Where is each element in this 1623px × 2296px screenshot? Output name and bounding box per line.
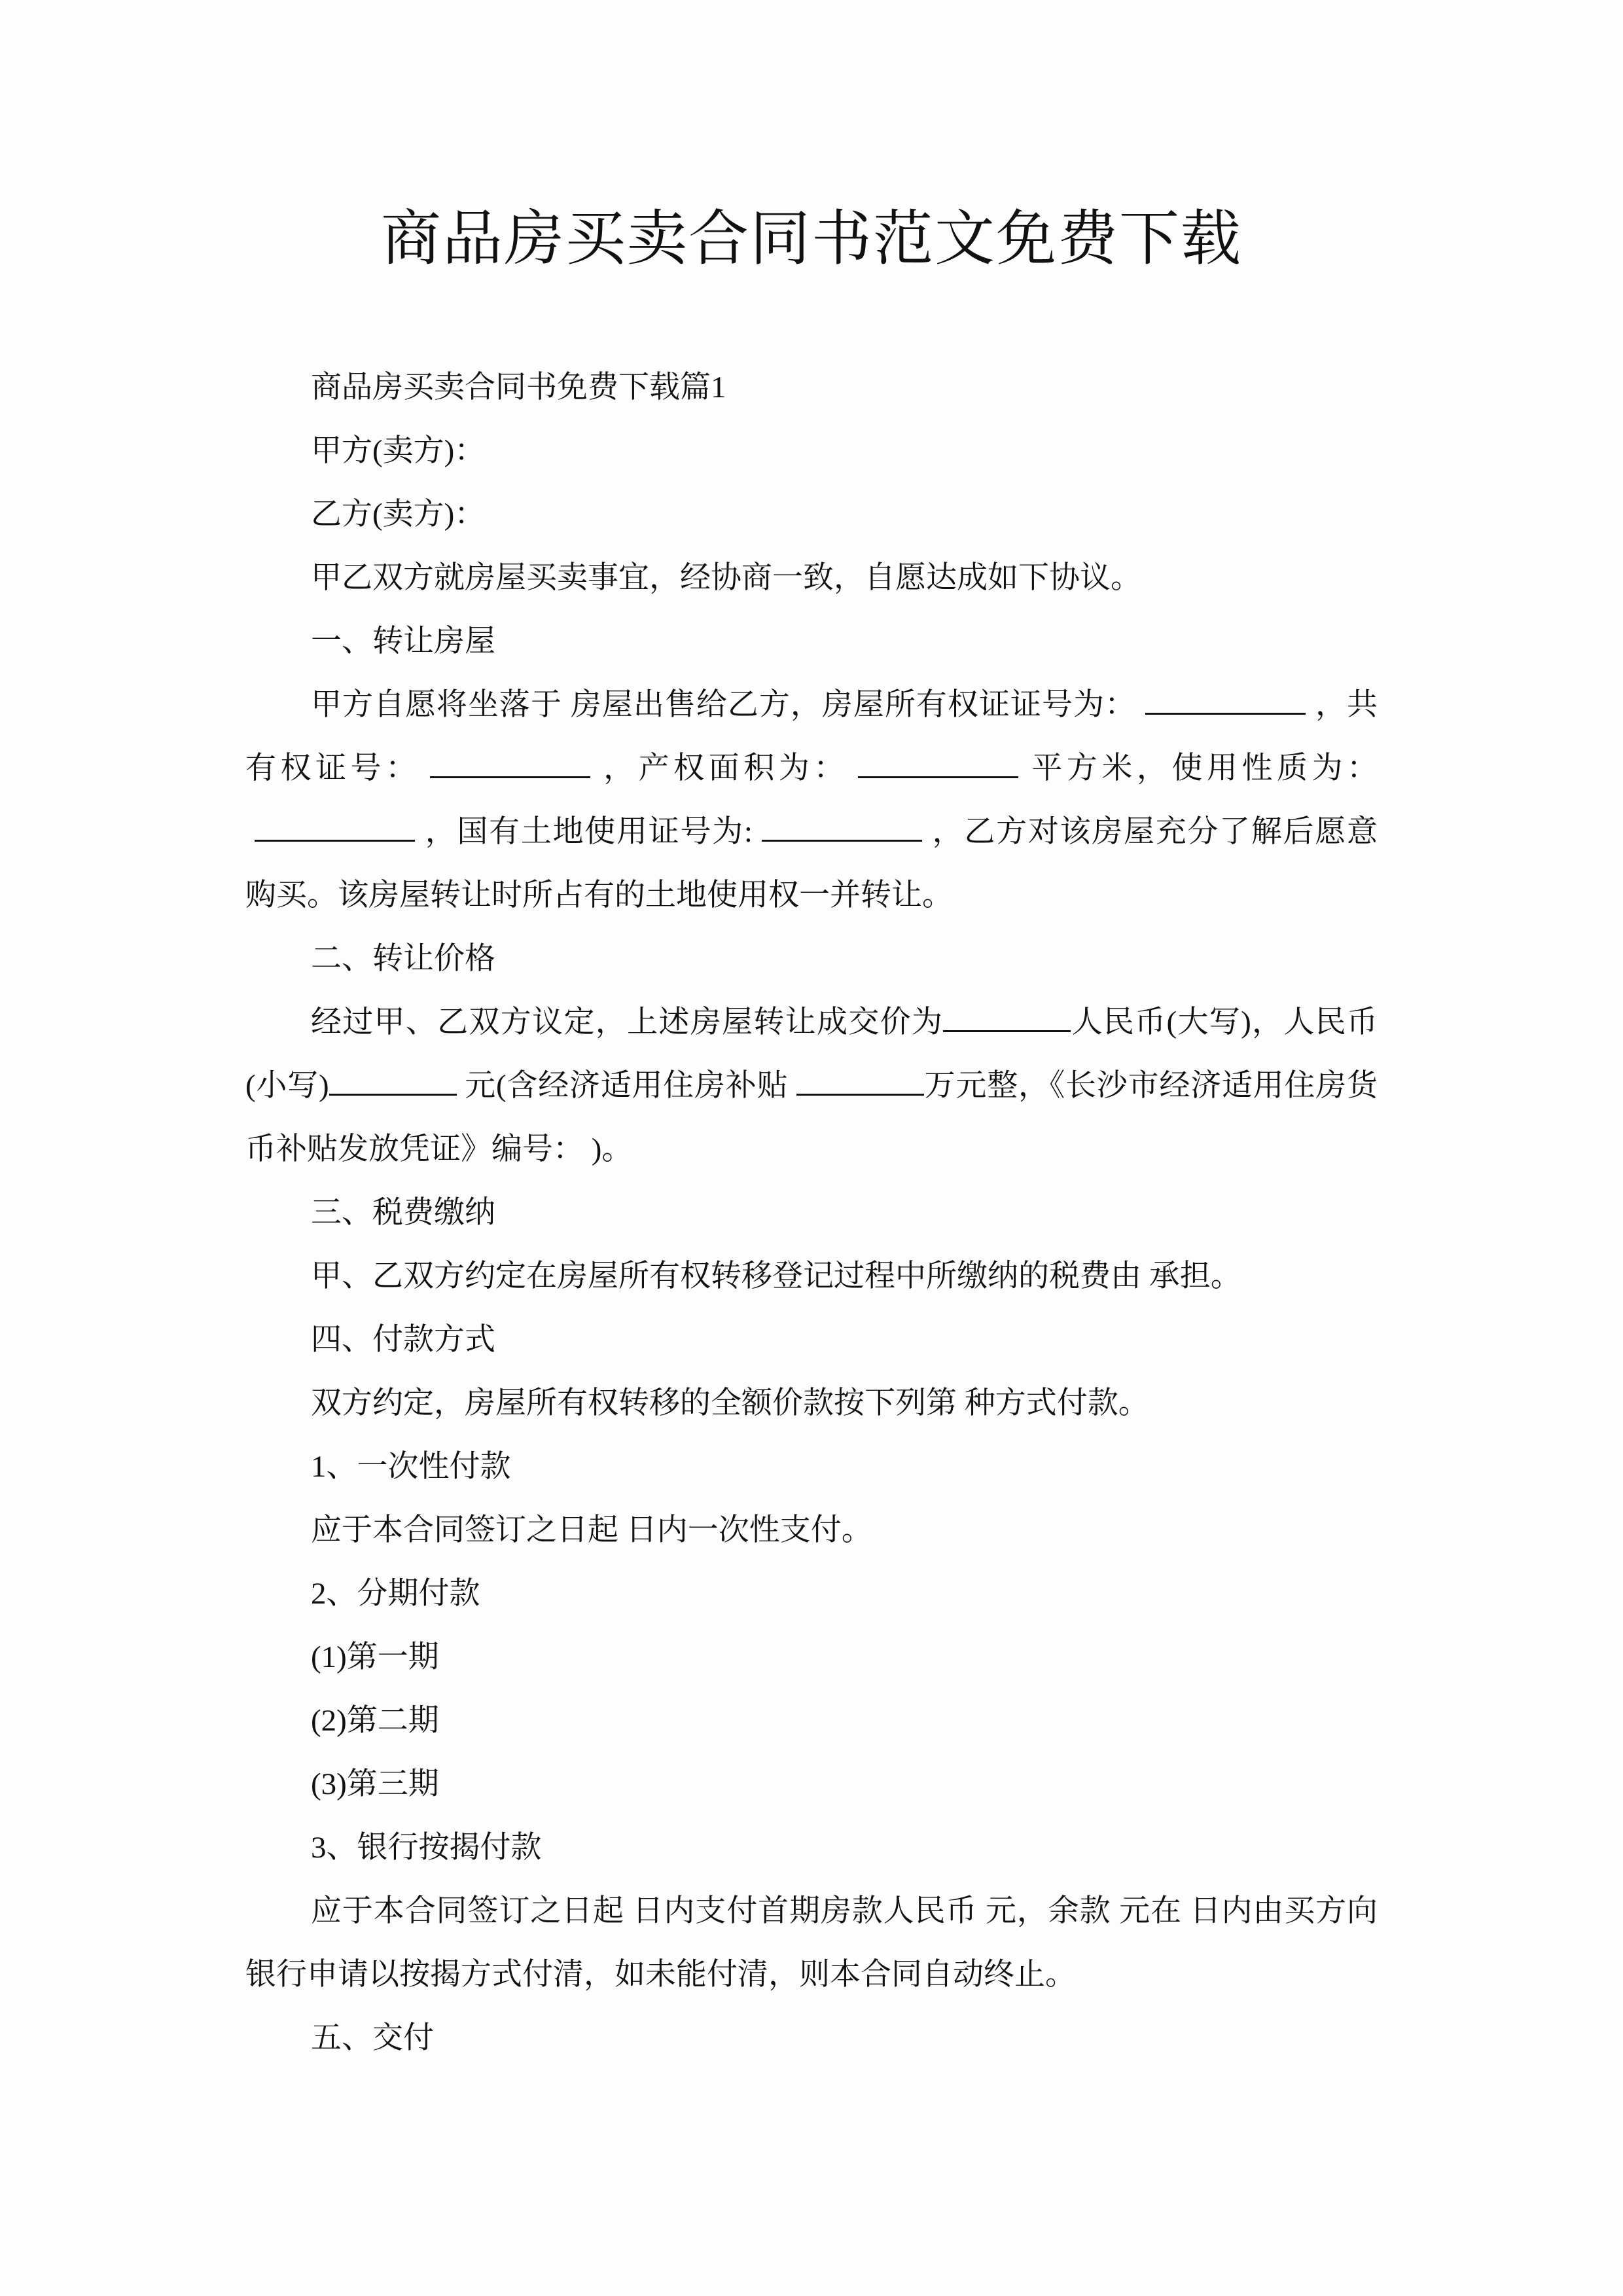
blank-field-usage[interactable]: [255, 816, 415, 842]
payment-option-3-heading: 3、银行按揭付款: [311, 1831, 542, 1865]
text-span: ，产权面积为：: [599, 751, 849, 785]
payment-option-1-heading: 1、一次性付款: [311, 1450, 511, 1484]
blank-field-subsidy[interactable]: [796, 1070, 924, 1096]
section-1-paragraph: [245, 673, 1378, 927]
document-title: 商品房买卖合同书范文免费下载: [380, 206, 1242, 272]
party-b-line: 乙方(卖方)：: [311, 497, 486, 531]
installment-period-2: (2)第二期: [311, 1704, 439, 1738]
payment-option-1-text: 应于本合同签订之日起 日内一次性支付。: [311, 1513, 872, 1547]
payment-option-2-heading: 2、分期付款: [311, 1577, 480, 1611]
section-4-heading: 四、付款方式: [311, 1323, 495, 1357]
section-2-paragraph: [245, 991, 1378, 1181]
blank-field-co-ownership-cert[interactable]: [430, 753, 590, 778]
blank-field-area[interactable]: [858, 753, 1018, 778]
text-span: ，乙方对该房屋充分了解后愿意购买。该房屋转让时所占有的土地使用权一并转让。: [245, 815, 1378, 912]
section-2-heading: 二、转让价格: [311, 942, 495, 976]
blank-field-price-upper[interactable]: [943, 1007, 1071, 1032]
text-span: ，共有权证号：: [245, 688, 1378, 785]
blank-field-ownership-cert[interactable]: [1145, 689, 1306, 715]
installment-period-3: (3)第三期: [311, 1767, 439, 1801]
blank-field-land-cert[interactable]: [762, 816, 922, 842]
section-4-paragraph: 双方约定，房屋所有权转移的全额价款按下列第 种方式付款。: [311, 1386, 1149, 1420]
text-span: 平方米，使用性质为：: [1027, 751, 1378, 785]
section-3-paragraph: 甲、乙双方约定在房屋所有权转移登记过程中所缴纳的税费由 承担。: [311, 1259, 1241, 1293]
installment-period-1: (1)第一期: [311, 1640, 439, 1674]
document-subtitle: 商品房买卖合同书免费下载篇1: [311, 370, 726, 404]
text-span: 甲方自愿将坐落于 房屋出售给乙方，房屋所有权证证号为：: [311, 688, 1136, 722]
text-span: 经过甲、乙双方议定，上述房屋转让成交价为: [311, 1005, 944, 1039]
section-5-heading: 五、交付: [311, 2021, 434, 2055]
text-span: 人民币(大写)，人民币(小写): [245, 1005, 1378, 1103]
payment-option-3-text: 应于本合同签订之日起 日内支付首期房款人民币 元，余款 元在 日内由买方向银行申请以按揭方式付清，如未能付清，则本合同自动终止。: [245, 1894, 1378, 1992]
party-a-line: 甲方(卖方)：: [311, 434, 486, 468]
document-body: [245, 356, 1378, 2070]
section-3-heading: 三、税费缴纳: [311, 1196, 495, 1230]
text-span: 万元整，《长沙市经济适用住房货币补贴发放凭证》编号： )。: [245, 1069, 1378, 1166]
text-span: ，国有土地使用证号为:: [424, 815, 753, 849]
text-span: 元(含经济适用住房补贴: [465, 1069, 796, 1103]
intro-paragraph: 甲乙双方就房屋买卖事宜，经协商一致，自愿达成如下协议。: [311, 561, 1141, 595]
blank-field-price-lower[interactable]: [329, 1070, 457, 1096]
section-1-heading: 一、转让房屋: [311, 624, 495, 658]
